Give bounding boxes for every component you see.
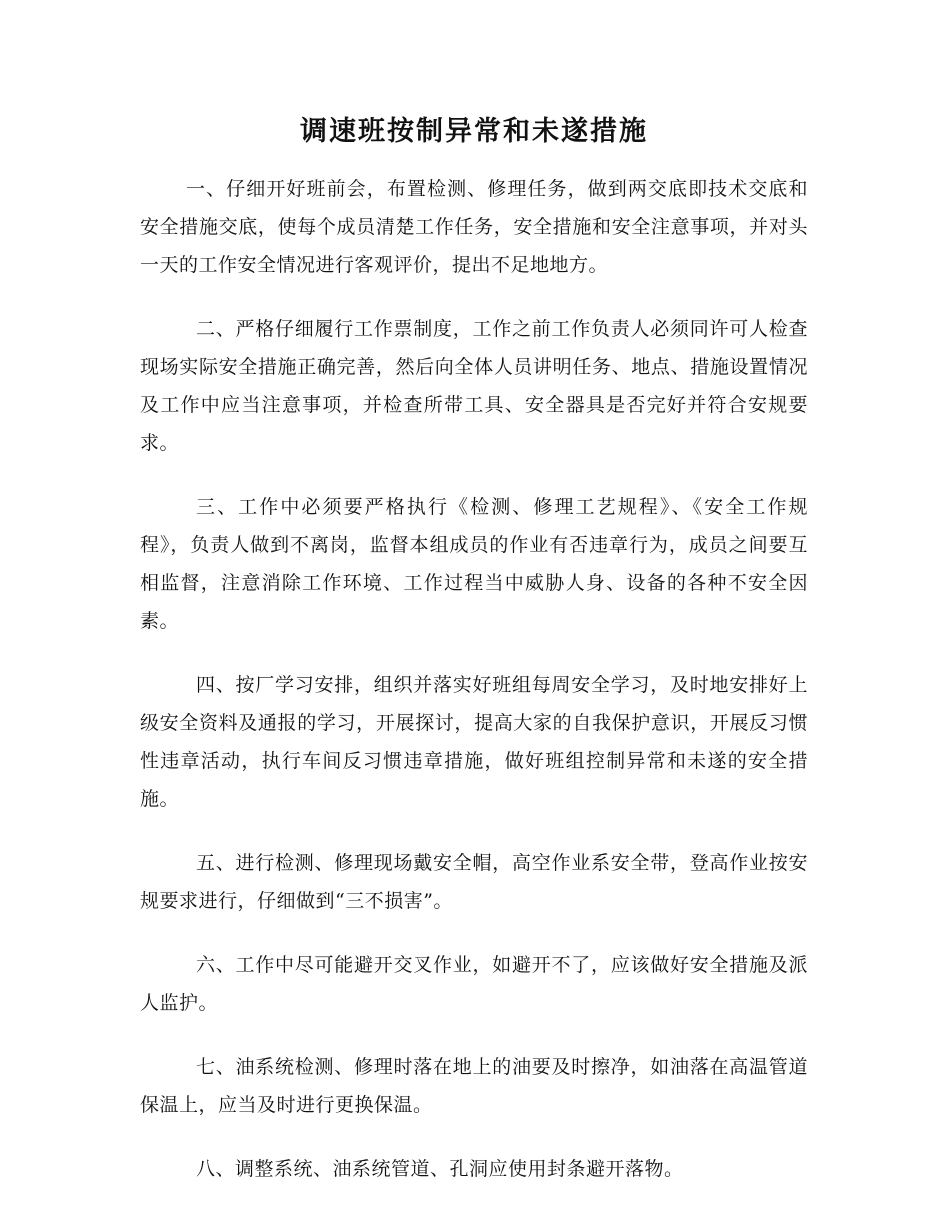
paragraph-8: 八、调整系统、油系统管道、孔洞应使用封条避开落物。	[196, 1158, 684, 1180]
paragraph-4: 四、按厂学习安排，组织并落实好班组每周安全学习，及时地安排好上级安全资料及通报的学习，开展探讨，提高大家的自我保护意识，开展反习惯性违章活动，执行车间反习惯违章措施，做好班组控制异常和未遂的安全措施。	[140, 674, 808, 810]
paragraph-7: 七、油系统检测、修理时落在地上的油要及时擦净，如油落在高温管道保温上，应当及时进行更换保温。	[140, 1056, 808, 1116]
paragraph-1: 一、仔细开好班前会，布置检测、修理任务，做到两交底即技术交底和安全措施交底，使每个成员清楚工作任务，安全措施和安全注意事项，并对头一天的工作安全情况进行客观评价，提出不足地地方。	[140, 178, 808, 276]
paragraph-5: 五、进行检测、修理现场戴安全帽，高空作业系安全带，登高作业按安规要求进行，仔细做到“三不损害”。	[140, 852, 808, 912]
paragraph-2: 二、严格仔细履行工作票制度，工作之前工作负责人必须同许可人检查现场实际安全措施正确完善，然后向全体人员讲明任务、地点、措施设置情况及工作中应当注意事项，并检查所带工具、安全器具是否完好并符合安规要求。	[140, 318, 808, 454]
paragraph-3: 三、工作中必须要严格执行《检测、修理工艺规程》、《安全工作规程》，负责人做到不离岗，监督本组成员的作业有否违章行为，成员之间要互相监督，注意消除工作环境、工作过程当中威胁人身、设备的各种不安全因素。	[140, 496, 808, 632]
document-title: 调速班按制异常和未遂措施	[300, 116, 648, 147]
document-page	[140, 108, 808, 1214]
paragraph-6: 六、工作中尽可能避开交叉作业，如避开不了，应该做好安全措施及派人监护。	[140, 954, 808, 1014]
